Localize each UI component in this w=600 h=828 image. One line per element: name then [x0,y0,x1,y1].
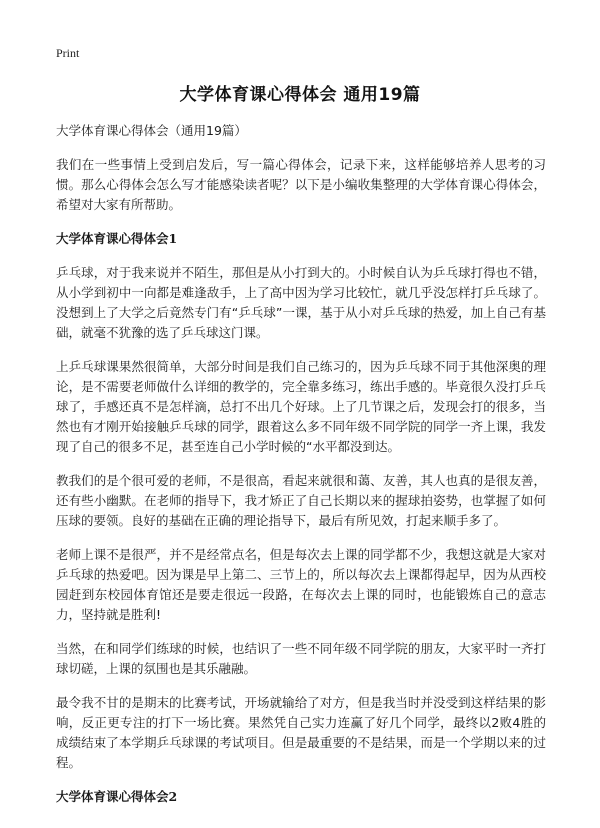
paragraph: 教我们的是个很可爱的老师，不是很高，看起来就很和蔼、友善，其人也真的是很友善，还有些小幽默。在老师的指导下，我才矫正了自己长期以来的握球拍姿势，也掌握了如何压球的要领。良好的基础在正确的理论指导下，最后有所见效，打起来顺手多了。 [56,473,546,528]
article-subtitle: 大学体育课心得体会（通用19篇） [56,123,247,138]
article-body [56,121,546,807]
section-heading-2: 大学体育课心得体会2 [56,789,178,804]
paragraph: 老师上课不是很严，并不是经常点名，但是每次去上课的同学都不少，我想这就是大家对乒乓球的热爱吧。因为课是早上第二、三节上的，所以每次去上课都得起早，因为从西校园赶到东校园体育馆还是要走很远一段路，在每次去上课的同时，也能锻炼自己的意志力，坚持就是胜利! [56,547,546,622]
intro-paragraph: 我们在一些事情上受到启发后，写一篇心得体会，记录下来，这样能够培养人思考的习惯。那么心得体会怎么写才能感染读者呢？以下是小编收集整理的大学体育课心得体会，希望对大家有所帮助。 [56,157,546,212]
paragraph: 乒乓球，对于我来说并不陌生，那但是从小打到大的。小时候自认为乒乓球打得也不错，从小学到初中一向都是难逢敌手，上了高中因为学习比较忙，就几乎没怎样打乒乓球了。没想到上了大学之后竟然专门有“乒乓球”一课，基于从小对乒乓球的热爱，加上自己有基础，就毫不犹豫的选了乒乓球这门课。 [56,265,546,340]
section-heading-1: 大学体育课心得体会1 [56,231,178,246]
print-link[interactable]: Print [56,46,80,60]
paragraph: 上乒乓球课果然很简单，大部分时间是我们自己练习的，因为乒乓球不同于其他深奥的理论，是不需要老师做什么详细的教学的，完全靠多练习，练出手感的。毕竟很久没打乒乓球了，手感还真不是怎样滴，总打不出几个好球。上了几节课之后，发现会打的很多，当然也有才刚开始接触乒乓球的同学，跟着这么多不同年级不同学院的同学一齐上课，我发现了自己的很多不足，甚至连自己小学时候的“水平都没到达。 [56,359,546,454]
paragraph: 最令我不甘的是期末的比赛考试，开场就输给了对方，但是我当时并没受到这样结果的影响，反正更专注的打下一场比赛。果然凭自己实力连赢了好几个同学，最终以2败4胜的成绩结束了本学期乒乓球课的考试项目。但是最重要的不是结果，而是一个学期以来的过程。 [56,695,546,770]
page-title: 大学体育课心得体会 通用19篇 [179,85,421,105]
paragraph: 当然，在和同学们练球的时候，也结识了一些不同年级不同学院的朋友，大家平时一齐打球切磋，上课的氛围也是其乐融融。 [56,641,546,676]
